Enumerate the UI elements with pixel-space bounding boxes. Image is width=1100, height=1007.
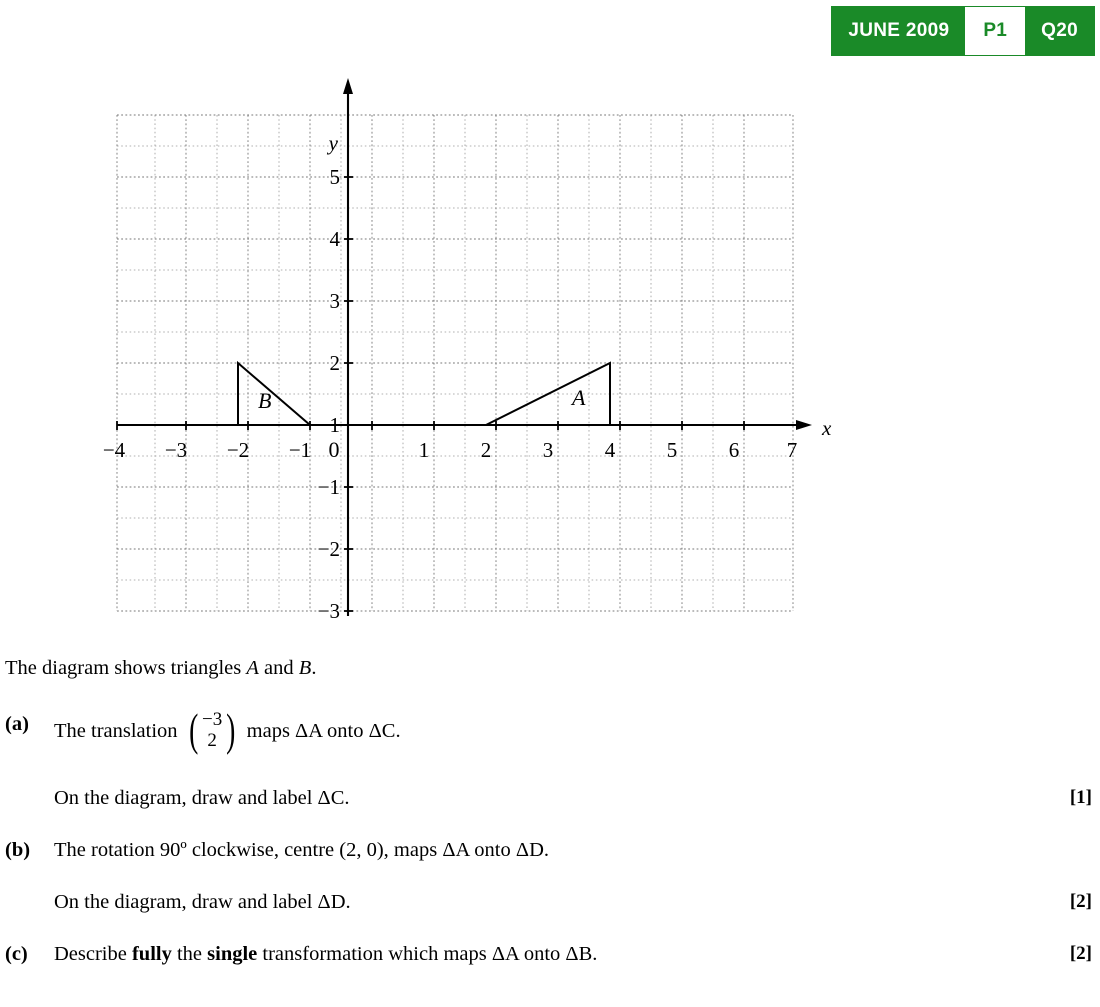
part-a-label: (a) [5,712,29,735]
part-c-text-1: Describe [54,942,132,965]
part-c-marks: [2] [1069,942,1092,964]
triangle-a-label: A [572,385,586,410]
x-tick-label: 2 [480,438,492,462]
x-tick-labels [103,438,797,462]
y-tick-label: −1 [317,475,340,499]
question-part-b-instruction-row [0,889,1100,919]
part-c-text [54,941,1100,969]
part-a-text-before: The translation [54,719,178,742]
badge-question-number: Q20 [1041,20,1078,41]
badge-paper: P1 [965,7,1025,55]
y-tick-label: 1 [329,413,340,437]
y-tick-label: 5 [329,165,340,189]
coordinate-grid-diagram [0,60,900,650]
part-b-text: The rotation 90º clockwise, centre (2, 0), maps ΔA onto ΔD. [54,838,549,861]
origin-label: 0 [328,437,340,462]
triangle-b-label: B [258,388,272,413]
part-b-instruction: On the diagram, draw and label ΔD. [54,890,351,913]
part-b-label: (b) [5,838,31,861]
y-tick-label: −3 [317,599,340,623]
x-tick-label: 6 [728,438,740,462]
x-axis-label: x [822,416,832,440]
part-c-label: (c) [5,942,28,965]
x-tick-label: −1 [288,438,312,462]
part-b-marks: [2] [1069,890,1092,912]
y-tick-label: 4 [329,227,340,251]
part-a-instruction: On the diagram, draw and label ΔC. [54,786,350,809]
question-part-a-instruction-row [0,785,1100,815]
part-a-text-after: maps ΔA onto ΔC. [246,719,401,742]
x-tick-label: −2 [226,438,250,462]
part-a-text [54,703,1100,755]
x-tick-label: −3 [164,438,188,462]
x-tick-label: 5 [666,438,678,462]
y-tick-label: 3 [329,289,340,313]
x-axis-arrow [796,420,812,430]
grid-lines-major [117,115,793,611]
graph-svg [0,60,900,650]
part-c-text-2: the [171,942,208,965]
part-c-text-3: transformation which maps ΔA onto ΔB. [257,942,598,965]
vector-values [201,709,223,752]
vector-bottom-value: 2 [207,729,217,751]
vector-right-paren: ) [226,703,236,755]
part-a-marks: [1] [1069,786,1092,808]
translation-vector [186,703,239,755]
x-tick-label: −4 [102,438,126,462]
part-c-emphasis-single: single [207,942,258,965]
x-tick-label: 3 [542,438,554,462]
y-tick-label: 2 [329,351,340,375]
x-tick-label: 1 [418,438,430,462]
x-tick-label: 7 [786,438,798,462]
axes [117,85,800,616]
tick-marks [117,177,744,611]
question-part-b [0,837,1100,867]
lead-sentence: The diagram shows triangles A and B. [5,657,317,679]
y-tick-label: −2 [317,537,340,561]
x-tick-label: 4 [604,438,616,462]
vector-left-paren: ( [188,703,198,755]
y-axis-arrow [343,78,353,94]
question-part-a [0,703,1100,763]
exam-header-badge [831,6,1095,56]
badge-session: JUNE 2009 [848,20,950,41]
y-axis-label: y [328,131,338,155]
vector-top-value: −3 [201,708,223,730]
question-text-block [0,655,1100,987]
question-part-c [0,941,1100,971]
y-tick-labels [318,165,341,623]
part-c-emphasis-fully: fully [131,942,172,965]
